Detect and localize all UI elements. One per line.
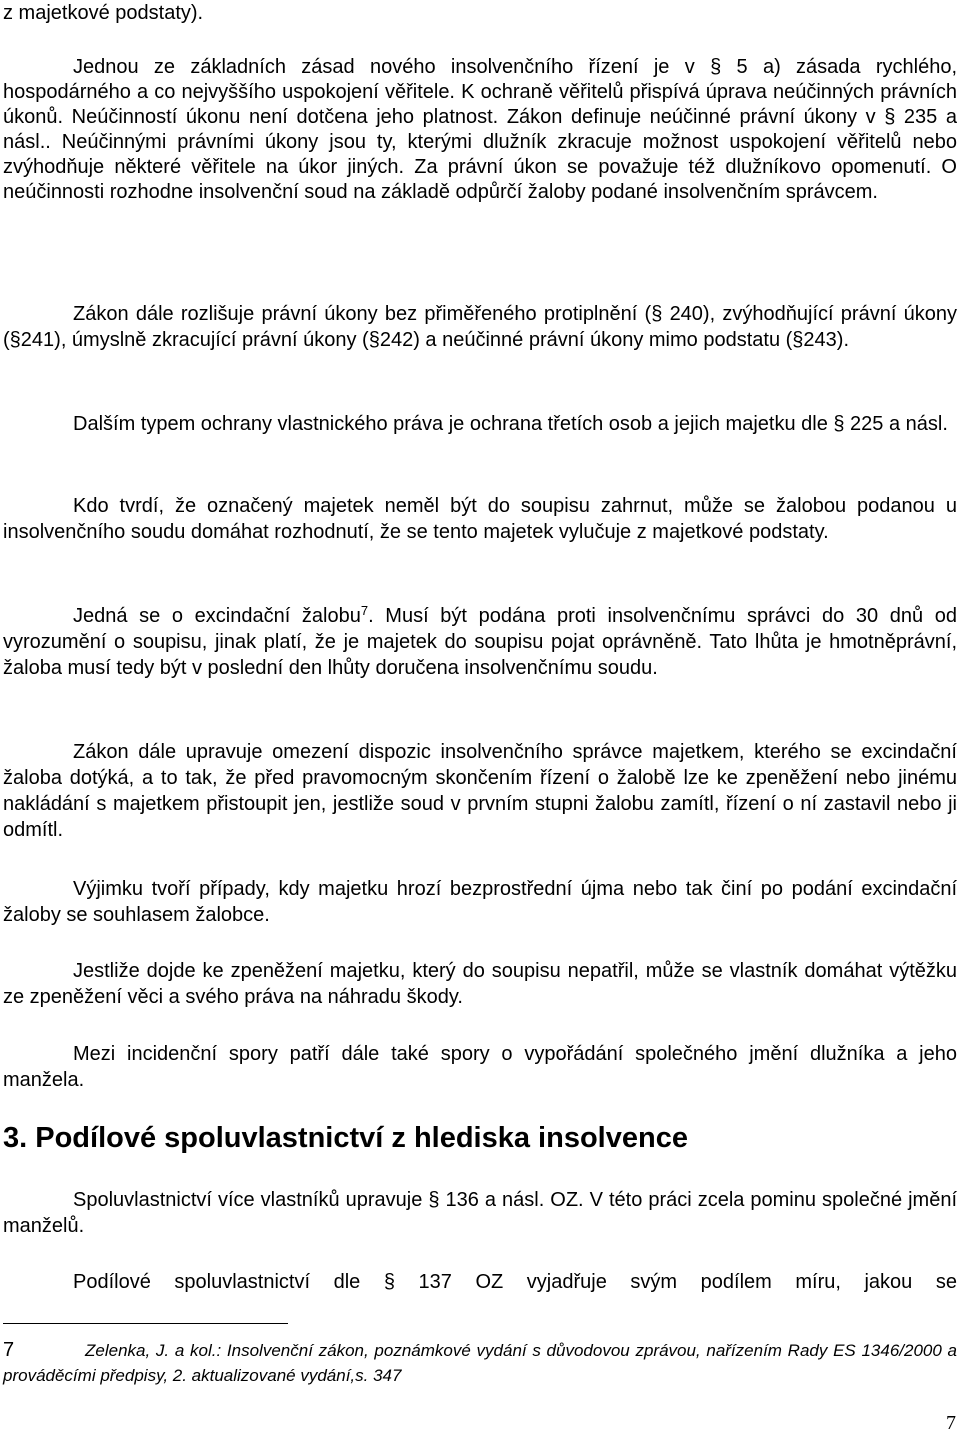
- paragraph-disposal-limits: Zákon dále upravuje omezení dispozic insolvenčního správce majetkem, kterého se excindační žaloba dotýká, a to tak, že před pravomocným skončením řízení o žalobě lze ke zpeněžení nebo jinému nakládání s majetkem přistoupit jen, jestliže soud v prvním stupni žalobu zamítl, řízení o ní zastavil nebo ji odmítl.: [3, 741, 957, 841]
- footnote: [3, 1338, 957, 1388]
- page-number: 7: [946, 1412, 956, 1434]
- section-heading: 3. Podílové spoluvlastnictví z hlediska insolvence: [3, 1122, 688, 1154]
- paragraph-co-ownership: Spoluvlastnictví více vlastníků upravuje § 136 a násl. OZ. V této práci zcela pominu společné jmění manželů.: [3, 1189, 957, 1237]
- paragraph-text-part: Jedná se o excindační žalobu: [73, 605, 361, 627]
- paragraph-monetization: Jestliže dojde ke zpeněžení majetku, který do soupisu nepatřil, může se vlastník domáhat výtěžku ze zpeněžení věci a svého práva na náhradu škody.: [3, 960, 957, 1008]
- paragraph-text-part: . Musí být podána proti insolvenčnímu správci do 30 dnů od vyrozumění o soupisu, jinak platí, že je majetek do soupisu pojat oprávněně. Tato lhůta je hmotněprávní, žaloba musí tedy být v poslední den lhůty doručena insolvenčnímu soudu.: [3, 605, 958, 679]
- paragraph-incidental-disputes: Mezi incidenční spory patří dále také spory o vypořádání společného jmění dlužníka a jeho manželа.: [3, 1043, 957, 1091]
- paragraph-insolvency-principles: Jednou ze základních zásad nového insolvenčního řízení je v § 5 a) zásada rychlého, hospodárného a co nejvyššího uspokojení věřitele. K ochraně věřitelů přispívá úprava neúčinných právních úkonů. Neúčinností úkonu není dotčena jeho platnost. Zákon definuje neúčinné právní úkony v § 235 a násl.. Neúčinnými právními úkony jsou ty, kterými dlužník zkracuje možnost uspokojení věřitelů nebo zvýhodňuje některé věřitele na úkor jiných. Za právní úkon se považuje též dlužníkovo opomenutí. O neúčinnosti rozhodne insolvenční soud na základě odpůrčí žaloby podané insolvenčním správcem.: [3, 56, 957, 203]
- paragraph-third-party-protection: Dalším typem ochrany vlastnického práva je ochrana třetích osob a jejich majetku dle § 225 a násl.: [73, 413, 948, 435]
- footnote-reference: 7: [360, 603, 369, 618]
- paragraph-excindation-lawsuit: [3, 603, 957, 681]
- paragraph-legal-acts-types: Zákon dále rozlišuje právní úkony bez přiměřeného protiplnění (§ 240), zvýhodňující právní úkony (§241), úmyslně zkracující právní úkony (§242) a neúčinné právní úkony mimo podstatu (§243).: [3, 303, 957, 351]
- paragraph-exclusion-claim: Kdo tvrdí, že označený majetek neměl být do soupisu zahrnut, může se žalobou podanou u insolvenčního soudu domáhat rozhodnutí, že se tento majetek vylučuje z majetkové podstaty.: [3, 495, 957, 543]
- paragraph-continuation: z majetkové podstaty).: [3, 2, 204, 24]
- footnote-number: 7: [3, 1339, 15, 1361]
- footnote-text: Zelenka, J. a kol.: Insolvenční zákon, poznámkové vydání s důvodovou zprávou, nařízením Rady ES 1346/2000 a prováděcími předpisy, 2. aktualizované vydání,s. 347: [3, 1341, 957, 1385]
- paragraph-share-co-ownership: Podílové spoluvlastnictví dle § 137 OZ vyjadřuje svým podílem míru, jakou se: [73, 1271, 957, 1293]
- paragraph-exceptions: Výjimku tvoří případy, kdy majetku hrozí bezprostřední újma nebo tak činí po podání excindační žaloby se souhlasem žalobce.: [3, 878, 957, 926]
- footnote-separator: [3, 1323, 288, 1324]
